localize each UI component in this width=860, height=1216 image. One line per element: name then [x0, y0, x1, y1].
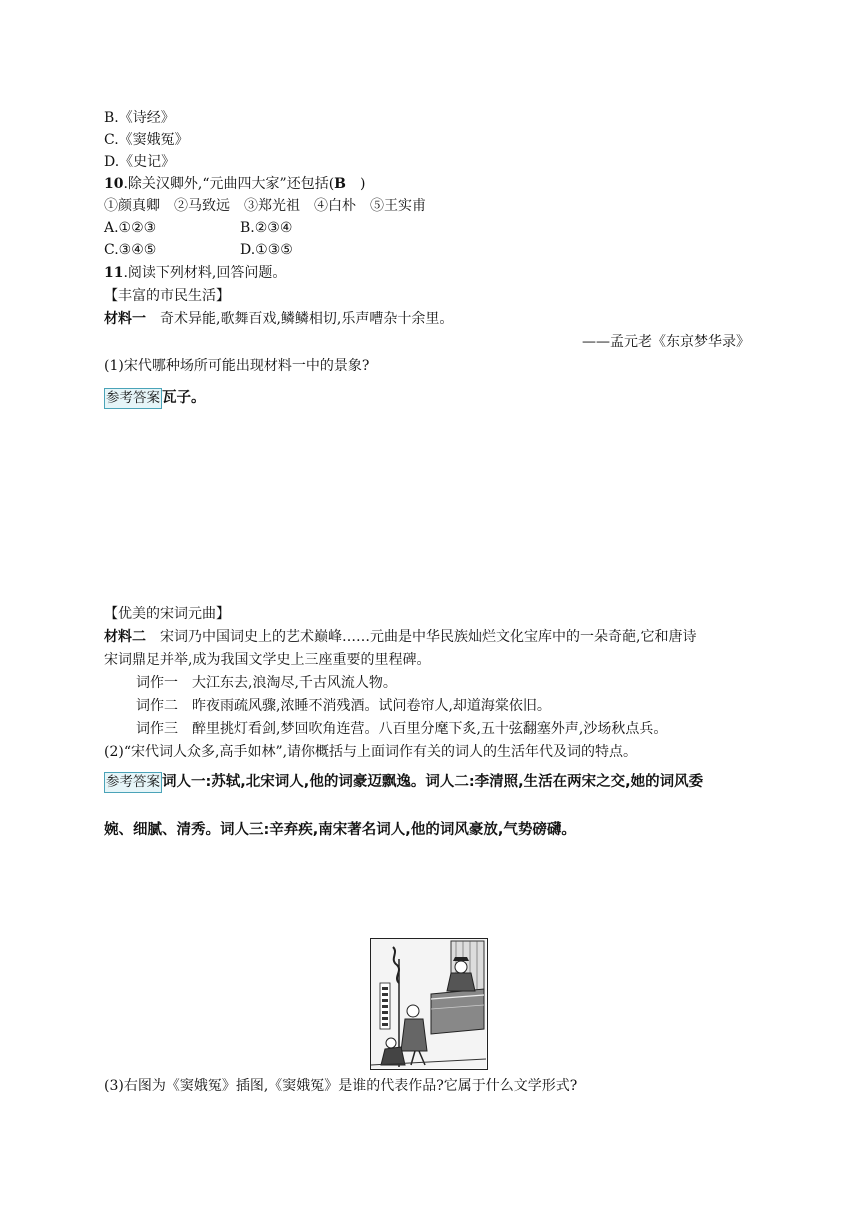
material1 — [104, 309, 453, 329]
section2-title: 【优美的宋词元曲】 — [104, 606, 230, 622]
q11-stem-text: .阅读下列材料,回答问题。 — [123, 265, 287, 281]
poem3: 词作三 醉里挑灯看剑,梦回吹角连营。八百里分麾下炙,五十弦翻塞外声,沙场秋点兵。 — [136, 721, 668, 737]
sub3-question: (3)右图为《窦娥冤》插图,《窦娥冤》是谁的代表作品?它属于什么文学形式? — [104, 1078, 578, 1094]
q10-option-c: C.③④⑤ — [104, 242, 157, 258]
material1-source: ——孟元老《东京梦华录》 — [582, 334, 750, 350]
q10-stem — [104, 174, 365, 194]
q10-answer: B — [334, 176, 347, 192]
material2-label: 材料二 — [104, 629, 146, 645]
sub2-answer-line1: 词人一:苏轼,北宋词人,他的词豪迈飘逸。词人二:李清照,生活在两宋之交,她的词风委 — [162, 774, 704, 790]
answer-badge: 参考答案 — [104, 772, 162, 793]
illustration-drawing — [371, 939, 486, 1068]
poem1: 词作一 大江东去,浪淘尽,千古风流人物。 — [136, 675, 397, 691]
sub2-answer-row1 — [104, 772, 703, 793]
sub2-answer-row2: 婉、细腻、清秀。词人三:辛弃疾,南宋著名词人,他的词风豪放,气势磅礴。 — [104, 822, 576, 838]
material1-text: 奇术异能,歌舞百戏,鳞鳞相切,乐声嘈杂十余里。 — [146, 311, 454, 327]
q10-number: 10 — [104, 176, 124, 192]
q9-option-c: C.《窦娥冤》 — [104, 132, 189, 148]
q11-stem — [104, 263, 286, 283]
q10-option-a: A.①②③ — [104, 220, 157, 236]
dou-e-illustration — [370, 938, 488, 1070]
q10-close: ) — [346, 176, 366, 192]
material1-label: 材料一 — [104, 311, 146, 327]
sub2-question: (2)“宋代词人众多,高手如林”,请你概括与上面词作有关的词人的生活年代及词的特点。 — [104, 744, 638, 760]
q9-option-d: D.《史记》 — [104, 154, 176, 170]
q10-stem-text: .除关汉卿外,“元曲四大家”还包括( — [123, 176, 335, 192]
sub1-question: (1)宋代哪种场所可能出现材料一中的景象? — [104, 358, 370, 374]
q10-choices: ①颜真卿 ②马致远 ③郑光祖 ④白朴 ⑤王实甫 — [104, 198, 426, 214]
sub1-answer: 瓦子。 — [162, 390, 206, 406]
material2-text: 宋词乃中国词史上的艺术巅峰……元曲是中华民族灿烂文化宝库中的一朵奇葩,它和唐诗 — [146, 629, 697, 645]
sub1-answer-row — [104, 388, 206, 409]
answer-badge: 参考答案 — [104, 388, 162, 409]
section1-title: 【丰富的市民生活】 — [104, 288, 230, 304]
q10-option-d: D.①③⑤ — [240, 242, 293, 258]
q11-number: 11 — [104, 265, 124, 281]
q9-option-b: B.《诗经》 — [104, 110, 175, 126]
poem2: 词作二 昨夜雨疏风骤,浓睡不消残酒。试问卷帘人,却道海棠依旧。 — [136, 698, 551, 714]
material2-line2: 宋词鼎足并举,成为我国文学史上三座重要的里程碑。 — [104, 652, 431, 668]
material2-line1 — [104, 627, 696, 647]
q10-option-b: B.②③④ — [240, 220, 293, 236]
q10-options-row2 — [104, 240, 293, 260]
q10-options-row1 — [104, 218, 292, 238]
